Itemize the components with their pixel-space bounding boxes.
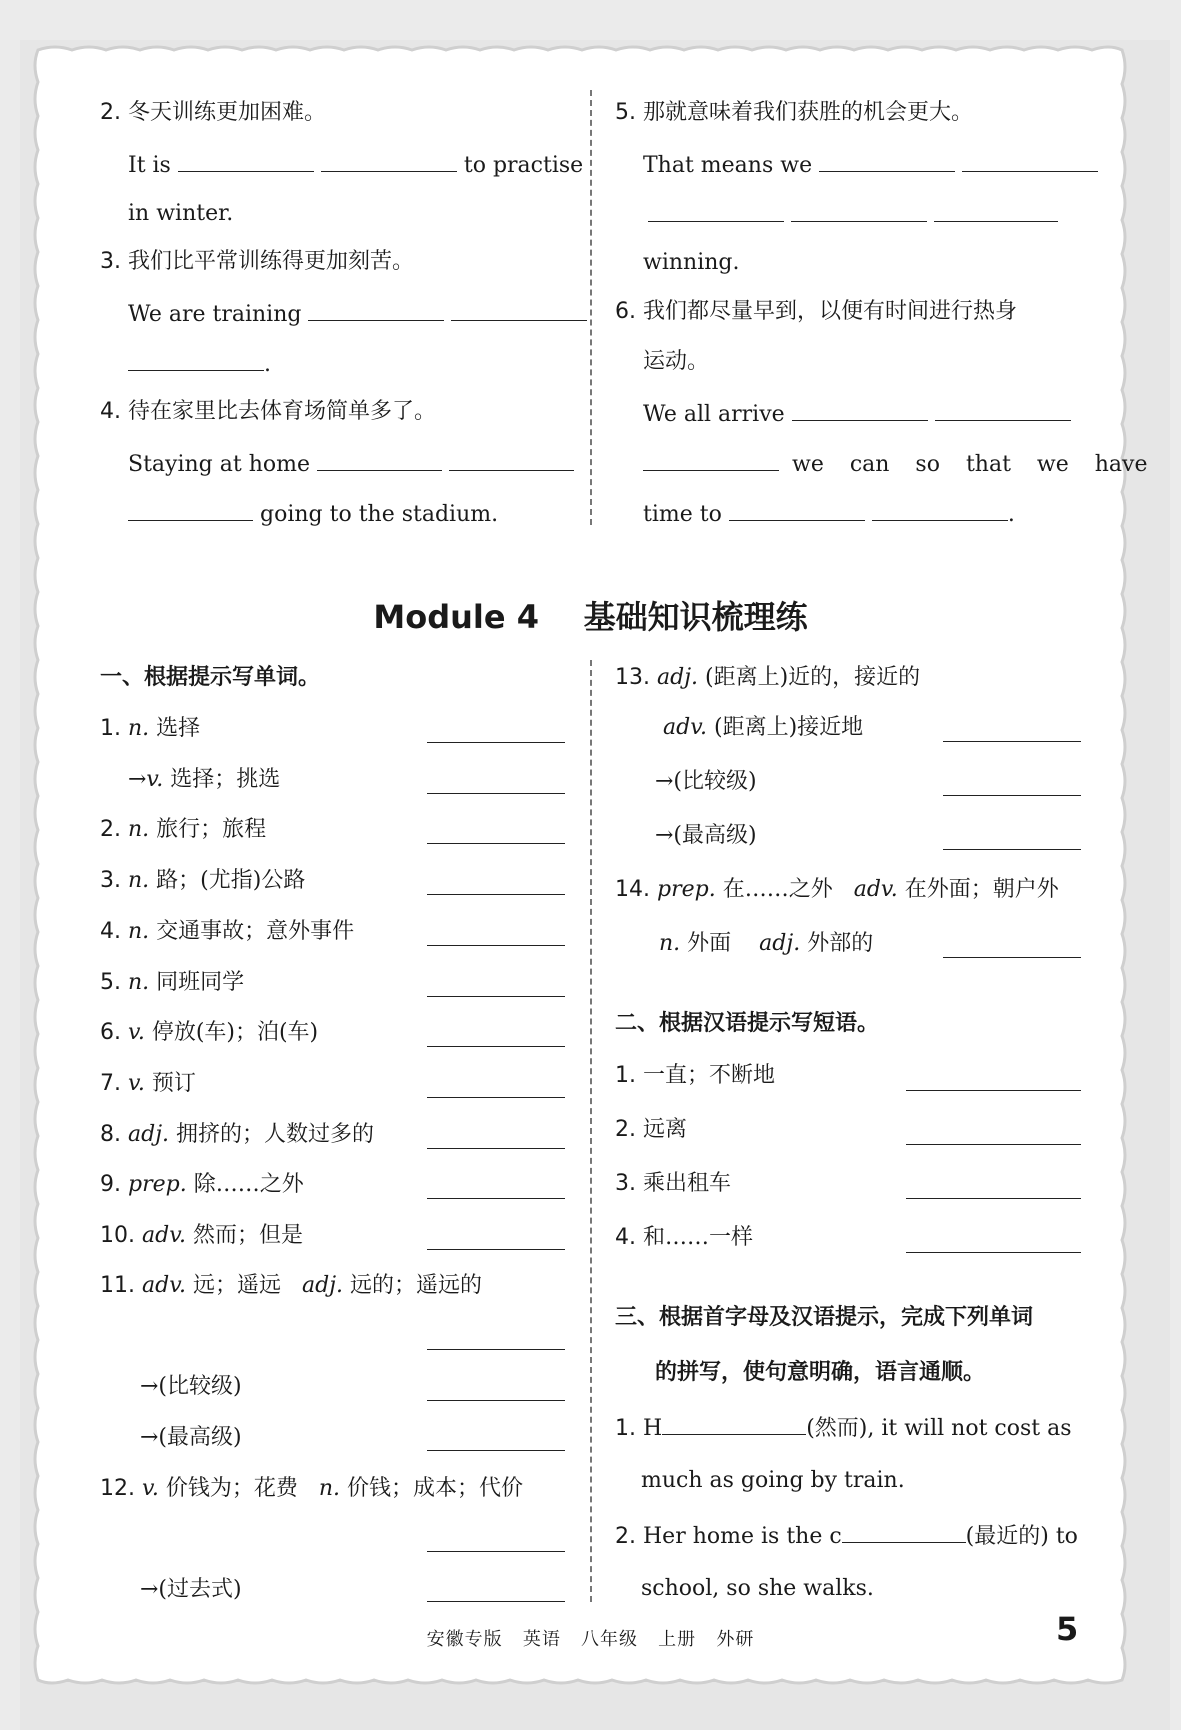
answer-line[interactable]: [943, 957, 1081, 958]
word-item: [100, 1073, 196, 1095]
item-number: 10.: [100, 1223, 135, 1248]
section3-heading: 三、根据首字母及汉语提示，完成下列单词: [615, 1305, 1034, 1330]
phrase-item: [615, 1173, 731, 1195]
answer-line[interactable]: [427, 1046, 565, 1047]
q2-sentence-end: in winter.: [128, 201, 234, 226]
answer-line[interactable]: [906, 1090, 1081, 1091]
answer-blank[interactable]: [962, 153, 1098, 172]
answer-line[interactable]: [427, 894, 565, 895]
q2-sentence: It is to practise: [128, 153, 584, 178]
item-number: 8.: [100, 1122, 121, 1147]
answer-blank[interactable]: [128, 352, 264, 371]
answer-blank[interactable]: [935, 402, 1071, 421]
answer-blank[interactable]: [308, 302, 444, 321]
answer-blank[interactable]: [819, 153, 955, 172]
answer-line[interactable]: [906, 1198, 1081, 1199]
q5-prompt: 5. 那就意味着我们获胜的机会更大。: [615, 100, 974, 125]
item-number: 4.: [615, 1225, 636, 1250]
item-number: 5.: [100, 970, 121, 995]
answer-line[interactable]: [943, 795, 1081, 796]
s3-q1: 1. H (然而), it will not cost as: [615, 1416, 1072, 1441]
answer-line[interactable]: [427, 1349, 565, 1350]
section3-heading-cont: 的拼写，使句意明确，语言通顺。: [655, 1360, 986, 1385]
word-item: [100, 921, 354, 943]
q13-superlative: →(最高级): [655, 823, 757, 848]
q12-prompt: 12. v. 价钱为；花费 n. 价钱；成本；代价: [100, 1476, 523, 1501]
answer-line[interactable]: [427, 1450, 565, 1451]
item-number: 4.: [100, 919, 121, 944]
answer-line[interactable]: [427, 1097, 565, 1098]
q5-sentence: That means we: [643, 153, 1098, 177]
item-meaning: 乘出租车: [643, 1171, 732, 1196]
answer-blank[interactable]: [791, 203, 927, 222]
part-of-speech: adj.: [128, 1122, 170, 1147]
q6-prompt: 6. 我们都尽量早到，以便有时间进行热身: [615, 299, 1018, 324]
phrase-item: [615, 1227, 753, 1249]
answer-blank[interactable]: [321, 153, 457, 172]
q3-sentence-end: .: [128, 352, 271, 376]
item-meaning: 旅行；旅程: [156, 817, 267, 842]
item-number: 2.: [100, 817, 121, 842]
word-item: [100, 718, 200, 740]
item-meaning: 拥挤的；人数过多的: [176, 1122, 375, 1147]
item-meaning: 同班同学: [156, 970, 245, 995]
column-divider: [590, 660, 592, 1602]
answer-blank[interactable]: [451, 302, 587, 321]
part-of-speech: n.: [128, 817, 150, 842]
answer-line[interactable]: [427, 996, 565, 997]
item-meaning: 然而；但是: [193, 1223, 304, 1248]
item-number: 3.: [615, 1171, 636, 1196]
word-item: [100, 870, 305, 892]
answer-line[interactable]: [427, 1249, 565, 1250]
q6-sentence-end: time to .: [643, 502, 1015, 527]
item-meaning: 一直；不断地: [643, 1063, 776, 1088]
word-item: [128, 769, 280, 791]
part-of-speech: n.: [128, 868, 150, 893]
part-of-speech: prep.: [128, 1172, 187, 1197]
q5-sentence-end: winning.: [643, 250, 740, 275]
q2-prompt: 2. 冬天训练更加困难。: [100, 100, 327, 125]
q13-comparative: →(比较级): [655, 769, 757, 794]
q11-prompt: 11. adv. 远；遥远 adj. 远的；遥远的: [100, 1273, 483, 1298]
item-number: 3.: [100, 868, 121, 893]
module-title: Module 4 基础知识梳理练: [373, 598, 808, 636]
item-number: 1.: [615, 1063, 636, 1088]
part-of-speech: n.: [128, 919, 150, 944]
word-item: [100, 1022, 318, 1044]
q11-superlative: →(最高级): [140, 1425, 242, 1450]
q5-blanks: [648, 203, 1058, 227]
q3-prompt: 3. 我们比平常训练得更加刻苦。: [100, 249, 415, 274]
footer-info: 安徽专版 英语 八年级 上册 外研: [426, 1629, 755, 1650]
q14-prompt: 14. prep. 在……之外 adv. 在外面；朝户外: [615, 877, 1059, 902]
word-item: [100, 1124, 374, 1146]
answer-line[interactable]: [943, 741, 1081, 742]
s3-q1-cont: much as going by train.: [641, 1468, 905, 1493]
s3-q2-cont: school, so she walks.: [641, 1576, 874, 1601]
part-of-speech: adv.: [142, 1223, 187, 1248]
part-of-speech: n.: [128, 970, 150, 995]
answer-blank[interactable]: [648, 203, 784, 222]
answer-line[interactable]: [427, 742, 565, 743]
q3-sentence: We are training: [128, 302, 587, 326]
q6-sentence-mid: we can so that we have: [643, 452, 1147, 476]
answer-line[interactable]: [906, 1252, 1081, 1253]
q6-prompt-cont: 运动。: [643, 349, 710, 374]
answer-line[interactable]: [427, 1551, 565, 1552]
answer-line[interactable]: [427, 1148, 565, 1149]
answer-blank[interactable]: [317, 452, 442, 471]
item-meaning: 路；(尤指)公路: [156, 868, 306, 893]
item-number: 9.: [100, 1172, 121, 1197]
answer-line[interactable]: [427, 1601, 565, 1602]
part-of-speech: →v.: [128, 767, 164, 792]
q11-comparative: →(比较级): [140, 1374, 242, 1399]
phrase-item: [615, 1065, 775, 1087]
q14-noun-adj: n. 外面 adj. 外部的: [659, 931, 874, 956]
item-meaning: 和……一样: [643, 1225, 754, 1250]
q4-sentence: Staying at home: [128, 452, 574, 476]
word-item: [100, 819, 266, 841]
item-number: 7.: [100, 1071, 121, 1096]
answer-blank[interactable]: [643, 452, 779, 471]
item-meaning: 除……之外: [193, 1172, 304, 1197]
answer-line[interactable]: [427, 793, 565, 794]
answer-line[interactable]: [427, 843, 565, 844]
q4-prompt: 4. 待在家里比去体育场简单多了。: [100, 399, 437, 424]
item-number: 1.: [100, 716, 121, 741]
q12-past: →(过去式): [140, 1577, 242, 1602]
part-of-speech: v.: [128, 1071, 145, 1096]
word-item: [100, 972, 244, 994]
item-meaning: 选择: [156, 716, 201, 741]
item-meaning: 停放(车)；泊(车): [151, 1020, 319, 1045]
q4-sentence-end: going to the stadium.: [128, 502, 498, 526]
page-number: 5: [1056, 1610, 1079, 1648]
q13-adv: adv. (距离上)接近地: [663, 715, 864, 740]
answer-blank[interactable]: [792, 402, 928, 421]
answer-line[interactable]: [427, 1198, 565, 1199]
item-number: 6.: [100, 1020, 121, 1045]
q6-sentence: We all arrive: [643, 402, 1071, 426]
phrase-item: [615, 1119, 687, 1141]
answer-line[interactable]: [427, 1400, 565, 1401]
s3-q2: 2. Her home is the c (最近的) to: [615, 1524, 1078, 1549]
answer-blank[interactable]: [872, 502, 1008, 521]
part-of-speech: v.: [128, 1020, 145, 1045]
answer-line[interactable]: [943, 849, 1081, 850]
section2-heading: 二、根据汉语提示写短语。: [615, 1011, 880, 1036]
item-meaning: 选择；挑选: [170, 767, 281, 792]
answer-line[interactable]: [906, 1144, 1081, 1145]
item-meaning: 交通事故；意外事件: [156, 919, 355, 944]
item-meaning: 预订: [151, 1071, 196, 1096]
answer-blank[interactable]: [128, 502, 253, 521]
answer-blank[interactable]: [662, 1416, 806, 1435]
section1-heading: 一、根据提示写单词。: [100, 665, 321, 690]
answer-blank[interactable]: [934, 203, 1058, 222]
q13-prompt: 13. adj. (距离上)近的，接近的: [615, 665, 921, 690]
answer-blank[interactable]: [449, 452, 574, 471]
part-of-speech: n.: [128, 716, 150, 741]
answer-line[interactable]: [427, 945, 565, 946]
item-meaning: 远离: [643, 1117, 688, 1142]
word-item: [100, 1225, 303, 1247]
answer-blank[interactable]: [178, 153, 314, 172]
item-number: 2.: [615, 1117, 636, 1142]
column-divider: [590, 90, 592, 525]
word-item: [100, 1174, 304, 1196]
answer-blank[interactable]: [842, 1524, 966, 1543]
answer-blank[interactable]: [729, 502, 865, 521]
